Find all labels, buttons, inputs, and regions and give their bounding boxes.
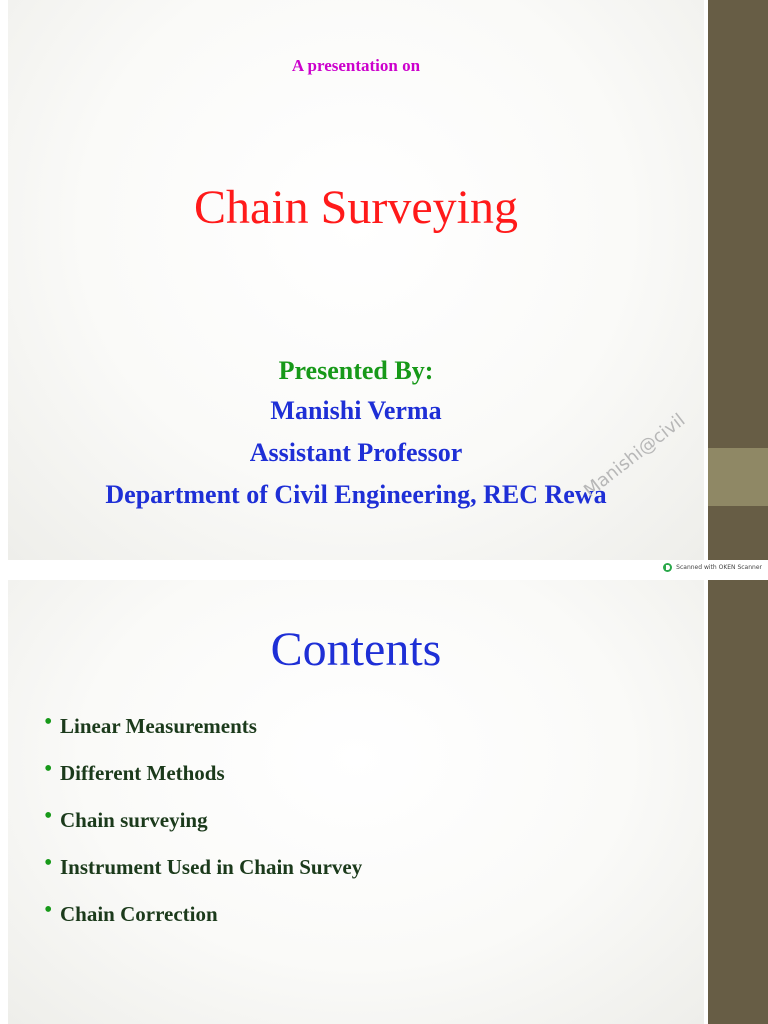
scanner-text: Scanned with OKEN Scanner [676,564,762,571]
list-item [44,803,362,855]
presented-by-label: Presented By: [278,356,434,385]
list-item-text: Different Methods [60,761,225,785]
presenter-role: Assistant Professor [249,438,463,467]
presentation-title: Chain Surveying [194,181,518,234]
bullet-icon: • [44,756,53,782]
bullet-icon: • [44,709,53,735]
presenter-department: Department of Civil Engineering, REC Rewa [105,480,607,509]
list-item [44,897,362,949]
bullet-icon: • [44,897,53,923]
list-item [44,709,362,761]
slide-sidebar-bar [708,0,768,560]
contents-title: Contents [270,623,442,676]
list-item-text: Chain surveying [60,808,208,832]
contents-list [44,709,363,949]
title-slide [8,0,704,560]
list-item-text: Linear Measurements [60,714,257,738]
list-item-text: Instrument Used in Chain Survey [60,855,363,879]
scanner-logo-icon [663,563,672,572]
intro-text: A presentation on [291,56,421,75]
scanner-badge [663,563,762,572]
page-divider [0,560,768,580]
list-item [44,756,362,808]
watermark: Manishi@civil [580,409,690,502]
sidebar-accent-block [708,448,768,506]
presenter-name: Manishi Verma [270,396,442,425]
list-item [44,850,363,902]
contents-slide [8,580,704,1024]
bullet-icon: • [44,803,53,829]
list-item-text: Chain Correction [60,902,218,926]
slide-sidebar-bar [708,580,768,1024]
bullet-icon: • [44,850,53,876]
